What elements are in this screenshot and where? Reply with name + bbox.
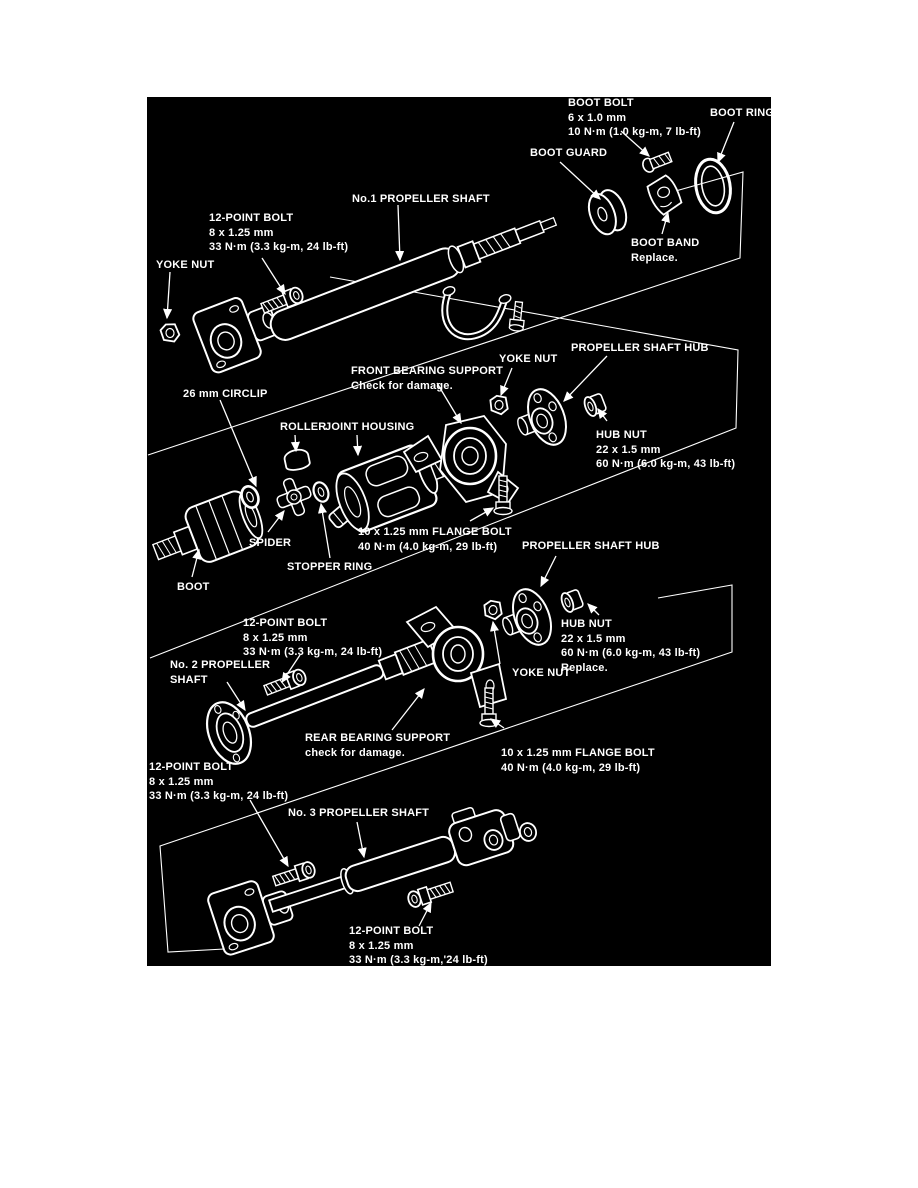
label-boot xyxy=(177,580,210,595)
label-circlip xyxy=(183,387,268,402)
part-label-line: BOOT BOLT xyxy=(568,97,634,109)
part-label-line: 22 x 1.5 mm xyxy=(561,632,626,645)
label-twelve-point-bolt-3 xyxy=(149,760,288,804)
part-label-line: 33 N·m (3.3 kg-m, 24 lb-ft) xyxy=(149,790,289,802)
part-label-line: 60 N·m (6.0 kg-m, 43 lb-ft) xyxy=(561,647,701,659)
part-label-line: YOKE NUT xyxy=(512,667,571,679)
label-yoke-nut-3 xyxy=(512,666,570,681)
label-yoke-nut-2 xyxy=(499,352,557,367)
part-label-line: PROPELLER SHAFT HUB xyxy=(571,342,709,354)
part-label-line: BOOT GUARD xyxy=(530,147,608,159)
label-no1-propeller-shaft xyxy=(352,192,490,207)
part-label-line: 10 N·m (1.0 kg-m, 7 lb-ft) xyxy=(568,126,701,138)
part-label-line: Replace. xyxy=(561,661,608,674)
part-label-line: Check for damage. xyxy=(351,379,453,392)
label-propeller-shaft-hub-1 xyxy=(571,341,709,356)
part-label-line: 10 x 1.25 mm FLANGE BOLT xyxy=(501,747,655,759)
label-hub-nut-1 xyxy=(596,428,735,472)
part-label-line: YOKE NUT xyxy=(156,259,215,271)
part-label-line: YOKE NUT xyxy=(499,353,558,365)
part-label-line: 6 x 1.0 mm xyxy=(568,111,627,124)
part-label-line: FRONT BEARING SUPPORT xyxy=(351,365,504,377)
part-label-line: HUB NUT xyxy=(596,429,647,441)
part-label-line: 8 x 1.25 mm xyxy=(209,226,274,239)
label-twelve-point-bolt-4 xyxy=(349,924,488,968)
part-label-line: No. 3 PROPELLER SHAFT xyxy=(288,807,430,819)
part-label-line: 33 N·m (3.3 kg-m, 24 lb-ft) xyxy=(209,241,349,253)
part-label-line: 8 x 1.25 mm xyxy=(243,631,308,644)
label-propeller-shaft-hub-2 xyxy=(522,539,660,554)
part-label-line: 60 N·m (6.0 kg-m, 43 lb-ft) xyxy=(596,458,736,470)
part-label-line: STOPPER RING xyxy=(287,561,373,573)
part-label-line: 22 x 1.5 mm xyxy=(596,443,661,456)
part-label-line: 8 x 1.25 mm xyxy=(349,939,414,952)
part-label-line: BOOT BAND xyxy=(631,237,700,249)
part-label-line: No.1 PROPELLER SHAFT xyxy=(352,193,490,205)
label-twelve-point-bolt-1 xyxy=(209,211,348,255)
part-label-line: JOINT HOUSING xyxy=(325,421,415,433)
part-label-line: 10 x 1.25 mm FLANGE BOLT xyxy=(358,526,512,538)
label-twelve-point-bolt-2 xyxy=(243,616,382,660)
part-label-line: ROLLER xyxy=(280,421,327,433)
label-boot-bolt xyxy=(568,96,701,140)
label-boot-ring xyxy=(710,106,774,121)
part-label-line: BOOT RING xyxy=(710,107,775,119)
part-label-line: BOOT xyxy=(177,581,210,593)
label-yoke-nut-1 xyxy=(156,258,214,273)
part-label-line: 40 N·m (4.0 kg-m, 29 lb-ft) xyxy=(501,761,641,774)
part-label-line: Replace. xyxy=(631,251,678,264)
part-label-line: 26 mm CIRCLIP xyxy=(183,388,268,400)
label-joint-housing xyxy=(325,420,414,435)
label-flange-bolt-1 xyxy=(358,525,512,554)
part-label-line: 12-POINT BOLT xyxy=(209,212,294,224)
part-label-line: 12-POINT BOLT xyxy=(243,617,328,629)
part-label-line: No. 2 PROPELLER xyxy=(170,659,271,671)
label-hub-nut-2 xyxy=(561,617,700,675)
part-label-line: SPIDER xyxy=(249,537,292,549)
label-stopper-ring xyxy=(287,560,372,575)
part-label-line: HUB NUT xyxy=(561,618,612,630)
label-rear-bearing-support xyxy=(305,731,450,760)
part-label-line: 40 N·m (4.0 kg-m, 29 lb-ft) xyxy=(358,540,498,553)
part-label-line: check for damage. xyxy=(305,746,405,759)
label-flange-bolt-2 xyxy=(501,746,655,775)
label-no3-propeller-shaft xyxy=(288,806,429,821)
label-roller xyxy=(280,420,326,435)
label-spider xyxy=(249,536,291,551)
part-label-line: 12-POINT BOLT xyxy=(349,925,434,937)
part-label-line: 33 N·m (3.3 kg-m,'24 lb-ft) xyxy=(349,954,488,966)
part-label-line: 33 N·m (3.3 kg-m, 24 lb-ft) xyxy=(243,646,383,658)
label-no2-propeller-shaft xyxy=(170,658,270,687)
part-label-line: SHAFT xyxy=(170,673,208,686)
label-boot-guard xyxy=(530,146,607,161)
label-boot-band xyxy=(631,236,699,265)
label-front-bearing-support xyxy=(351,364,503,393)
part-label-line: 12-POINT BOLT xyxy=(149,761,234,773)
part-label-line: REAR BEARING SUPPORT xyxy=(305,732,451,744)
part-label-line: 8 x 1.25 mm xyxy=(149,775,214,788)
part-label-line: PROPELLER SHAFT HUB xyxy=(522,540,660,552)
